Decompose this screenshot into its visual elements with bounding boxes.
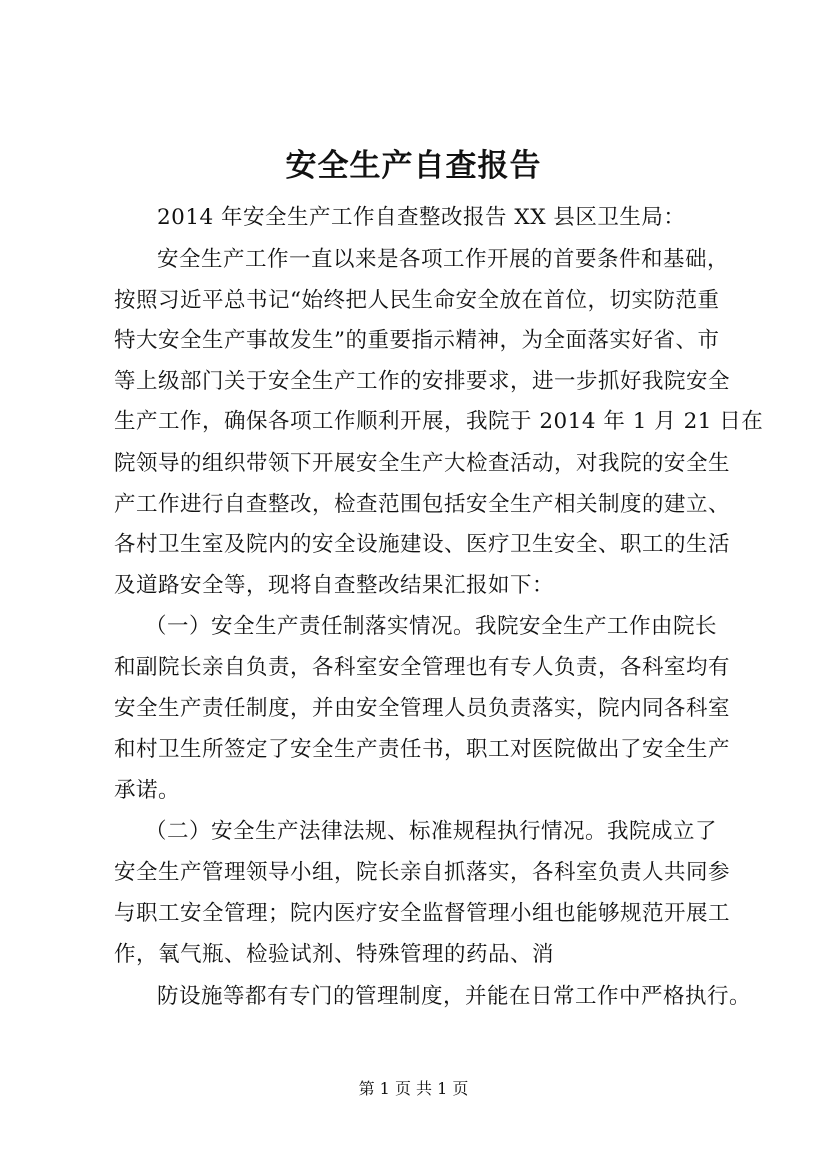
paragraph-line: 安全生产工作一直以来是各项工作开展的首要条件和基础， — [157, 247, 730, 272]
page-number: 第 1 页 共 1 页 — [358, 1079, 469, 1098]
paragraph-line: 安全生产责任制度，并由安全管理人员负责落实，院内同各科室 — [114, 696, 731, 721]
paragraph-line: （二）安全生产法律法规、标准规程执行情况。我院成立了 — [145, 819, 718, 844]
document-title: 安全生产自查报告 — [285, 148, 542, 184]
paragraph-line: 承诺。 — [114, 778, 181, 803]
paragraph-line: 特大安全生产事故发生”的重要指示精神，为全面落实好省、市 — [114, 328, 720, 353]
paragraph-line: 院领导的组织带领下开展安全生产大检查活动，对我院的安全生 — [114, 451, 731, 476]
paragraph-line: 生产工作，确保各项工作顺利开展，我院于 2014 年 1 月 21 日在 — [114, 409, 764, 434]
paragraph-line: 和副院长亲自负责，各科室安全管理也有专人负责，各科室均有 — [114, 655, 731, 680]
paragraph-line: 作，氧气瓶、检验试剂、特殊管理的药品、消 — [114, 942, 555, 967]
paragraph-line: 等上级部门关于安全生产工作的安排要求，进一步抓好我院安全 — [114, 369, 731, 394]
paragraph-line: 与职工安全管理；院内医疗安全监督管理小组也能够规范开展工 — [114, 901, 731, 926]
paragraph-line: 2014 年安全生产工作自查整改报告 XX 县区卫生局： — [157, 205, 686, 230]
paragraph-line: 产工作进行自查整改，检查范围包括安全生产相关制度的建立、 — [114, 492, 731, 517]
paragraph-line: 按照习近平总书记“始终把人民生命安全放在首位，切实防范重 — [114, 288, 720, 313]
paragraph-line: 安全生产管理领导小组，院长亲自抓落实，各科室负责人共同参 — [114, 860, 731, 885]
paragraph-line: 各村卫生室及院内的安全设施建设、医疗卫生安全、职工的生活 — [114, 532, 731, 557]
paragraph-line: 和村卫生所签定了安全生产责任书，职工对医院做出了安全生产 — [114, 737, 731, 762]
paragraph-line: （一）安全生产责任制落实情况。我院安全生产工作由院长 — [145, 614, 718, 639]
paragraph-line: 防设施等都有专门的管理制度，并能在日常工作中严格执行。 — [157, 984, 752, 1009]
paragraph-line: 及道路安全等，现将自查整改结果汇报如下： — [114, 573, 555, 598]
